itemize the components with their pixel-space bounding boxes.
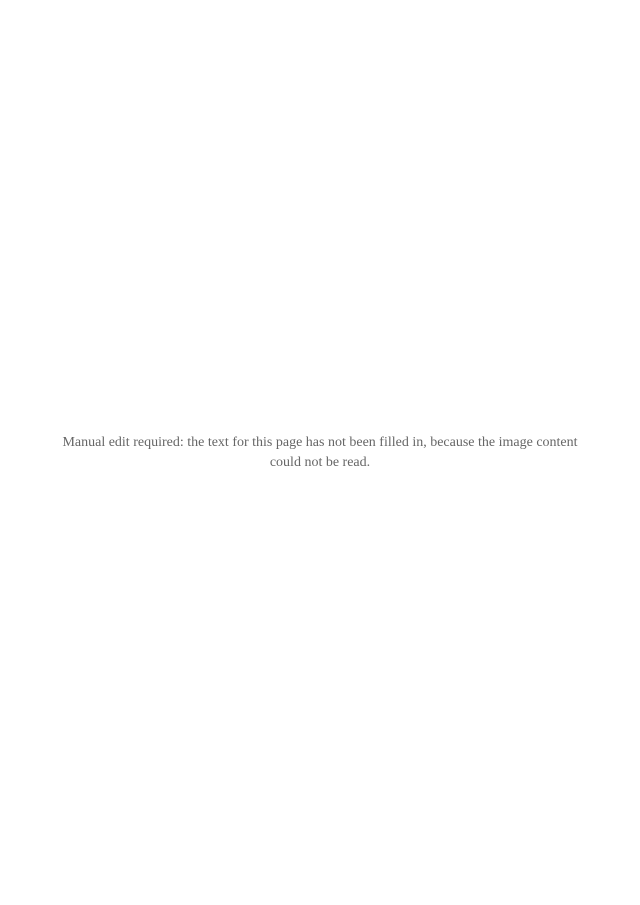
page-note: Manual edit required: the text for this page has not been filled in, because the image content could not be read.: [62, 434, 578, 470]
